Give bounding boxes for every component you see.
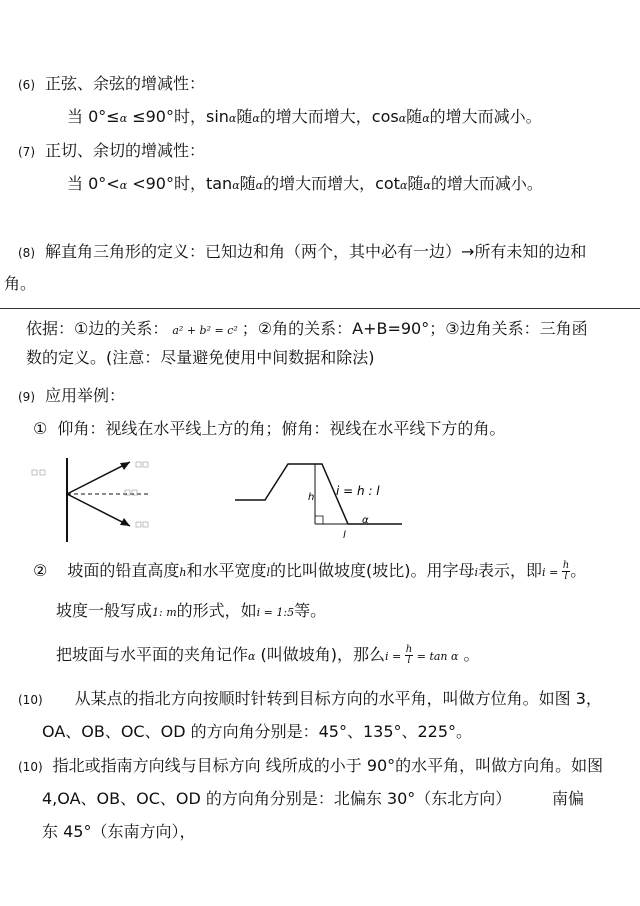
divider-line bbox=[0, 308, 640, 309]
svg-text:h: h bbox=[308, 492, 315, 503]
right-angle-mark bbox=[315, 516, 323, 524]
section-10b-line1: (10) 指北或指南方向线与目标方向 线所成的小于 90°的水平角，叫做方向角。如图 bbox=[18, 756, 604, 775]
h-over-l-fraction: $\frac{h}{l}$ bbox=[405, 644, 413, 666]
section-8-line2: 角。 bbox=[4, 274, 37, 293]
svg-text:α: α bbox=[362, 515, 369, 526]
label-placeholder-box bbox=[136, 462, 141, 467]
h-over-l-fraction: $\frac{h}{l}$ bbox=[562, 560, 570, 582]
label-placeholder-box bbox=[32, 470, 37, 475]
svg-text:i = h : l: i = h : l bbox=[336, 484, 380, 498]
section-10a-line2: OA、OB、OC、OD 的方向角分别是：45°、135°、225°。 bbox=[42, 722, 473, 741]
section-10b-line3: 东 45°（东南方向）， bbox=[42, 822, 196, 841]
label-placeholder-box bbox=[40, 470, 45, 475]
label-placeholder-box bbox=[136, 522, 141, 527]
label-placeholder-box bbox=[143, 462, 148, 467]
section-10b-line2: 4,OA、OB、OC、OD 的方向角分别是：北偏东 30°（东北方向） 南偏 bbox=[42, 789, 584, 808]
section-6-title: (6) 正弦、余弦的增减性： bbox=[18, 74, 206, 93]
section-7-body: 当 0°<α <90°时，tanα随α的增大而增大，cotα随α的增大而减小。 bbox=[67, 174, 543, 193]
example-1: ① 仰角：视线在水平线上方的角；俯角：视线在水平线下方的角。 bbox=[33, 419, 506, 438]
example-2-form: 坡度一般写成1: m的形式，如i = 1:5等。 bbox=[56, 601, 327, 620]
section-7-title: (7) 正切、余切的增减性： bbox=[18, 141, 206, 160]
sight-line-down bbox=[67, 494, 130, 526]
basis-line1: 依据：①边的关系： a² + b² = c² ；②角的关系：A+B=90°；③边角关系：三角函 bbox=[26, 319, 588, 338]
angle-figures bbox=[30, 450, 410, 550]
basis-line2: 数的定义。(注意：尽量避免使用中间数据和除法) bbox=[26, 348, 375, 367]
svg-text:l: l bbox=[343, 530, 346, 541]
example-2-angle: 把坡面与水平面的夹角记作α (叫做坡角)，那么i = $\frac{h}{l}$ = tan α 。 bbox=[56, 644, 480, 666]
section-10a-line1: (10) 从某点的指北方向按顺时针转到目标方向的水平角，叫做方位角。如图 3， bbox=[18, 689, 602, 708]
section-6-body: 当 0°≤α ≤90°时，sinα随α的增大而增大，cosα随α的增大而减小。 bbox=[67, 107, 542, 126]
section-9-title: (9) 应用举例： bbox=[18, 386, 126, 405]
label-placeholder-box bbox=[143, 522, 148, 527]
example-2: ② 坡面的铅直高度h和水平宽度l的比叫做坡度(坡比)。用字母i表示，即i = $\frac{h}{l}$ 。 bbox=[33, 560, 587, 582]
section-8-line1: (8) 解直角三角形的定义：已知边和角（两个，其中必有一边）→所有未知的边和 bbox=[18, 242, 587, 261]
pythagorean-formula: a² + b² = c² bbox=[172, 324, 238, 337]
sight-line-up bbox=[67, 462, 130, 494]
